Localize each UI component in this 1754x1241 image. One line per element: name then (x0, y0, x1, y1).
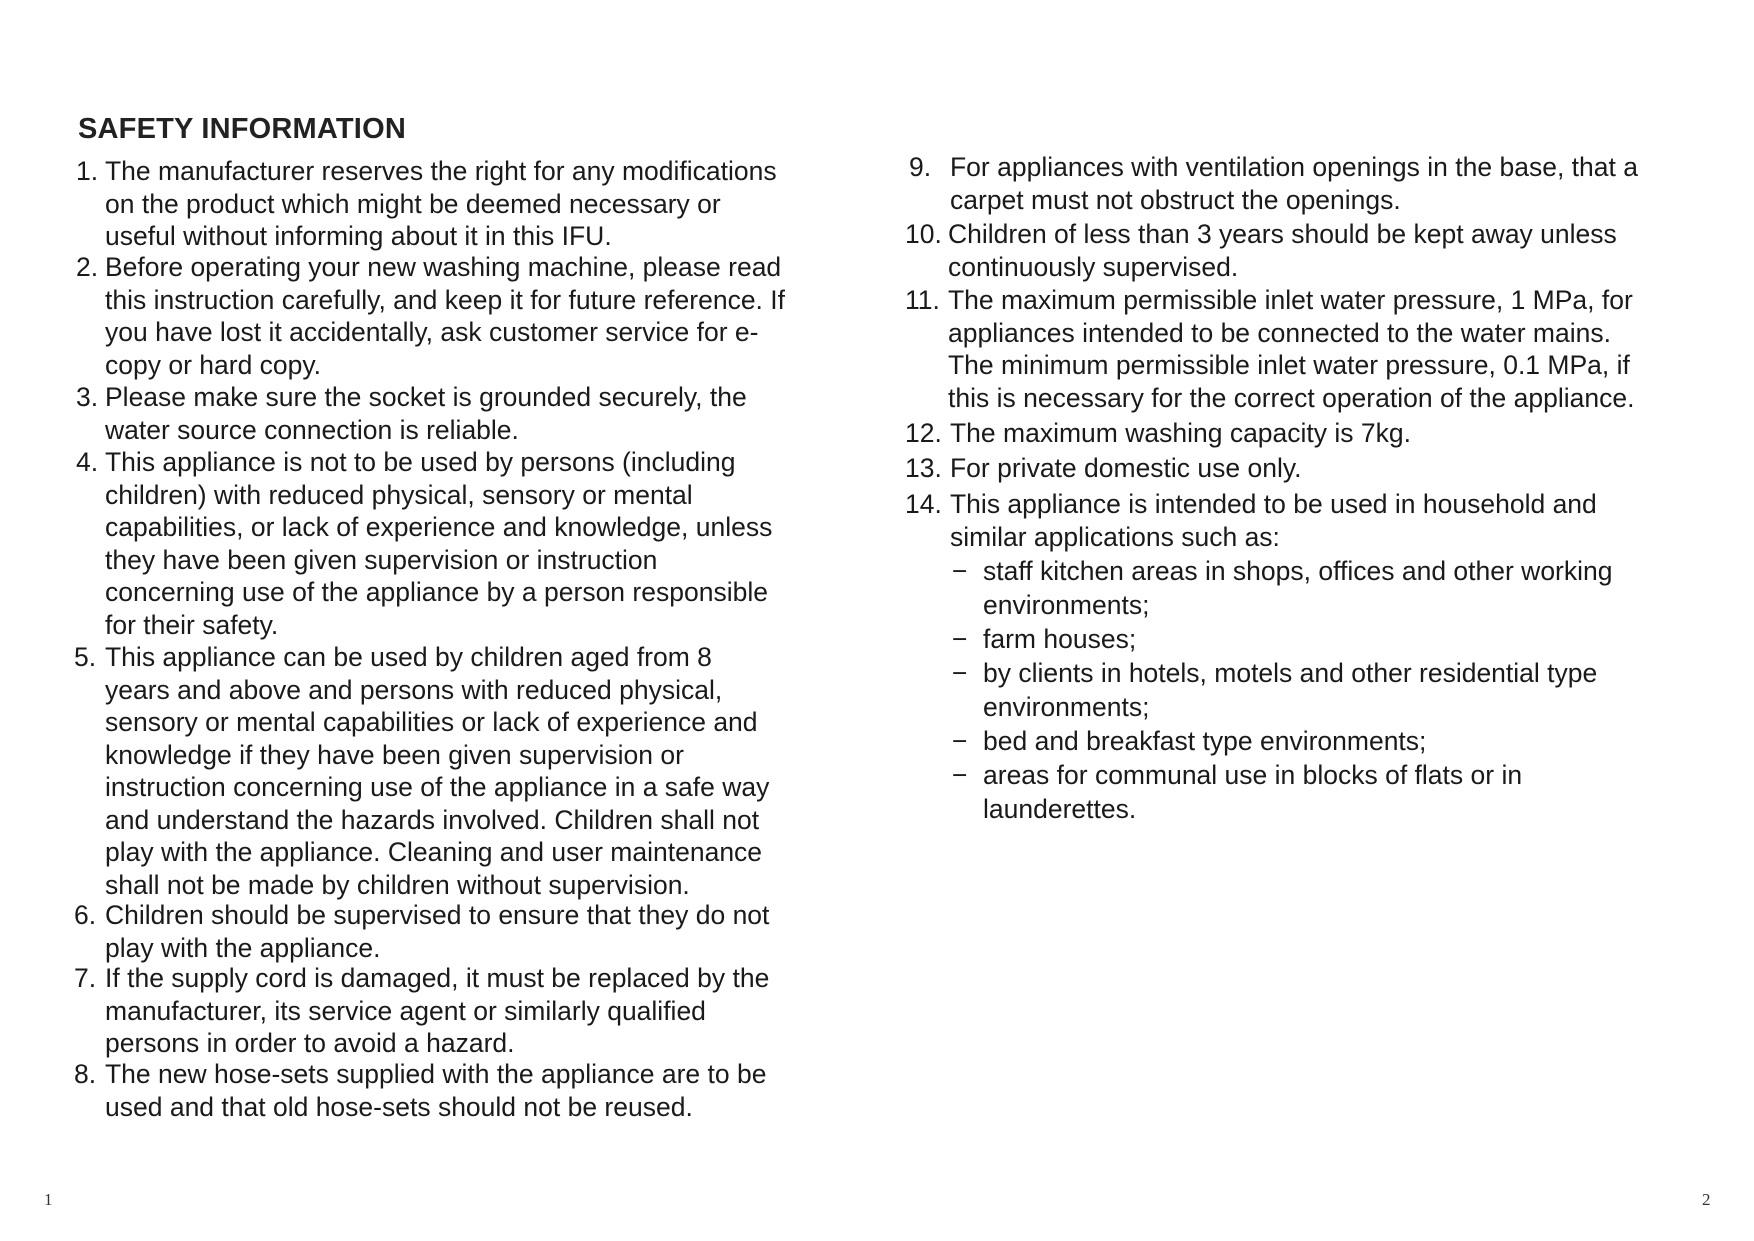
dash-bullet: − (952, 760, 968, 790)
sub-item-text: staff kitchen areas in shops, offices and other working environments; (983, 556, 1613, 620)
sub-item-text: areas for communal use in blocks of flats or in launderettes. (983, 760, 1523, 824)
item-text: For private domestic use only. (950, 453, 1302, 483)
page-number-right: 2 (1702, 1190, 1711, 1209)
item-text: The maximum washing capacity is 7kg. (950, 418, 1411, 448)
sub-item-text: by clients in hotels, motels and other residential type environments; (983, 658, 1598, 722)
item-number: 12. (905, 418, 942, 448)
item-number: 8. (74, 1059, 97, 1089)
item-text: Children of less than 3 years should be kept away unless continuously supervised. (948, 219, 1617, 282)
item-text: Please make sure the socket is grounded securely, the water source connection is reliable. (105, 382, 747, 445)
item-text: Children should be supervised to ensure that they do not play with the appliance. (105, 900, 770, 963)
item-number: 11. (905, 285, 940, 315)
page-number-left: 1 (44, 1190, 53, 1209)
item-text: The maximum permissible inlet water pressure, 1 MPa, for appliances intended to be connected to the water mains. The minimum permissible inlet water pressure, 0.1 MPa, if this is necessary for the correct operation of the appliance. (948, 285, 1635, 413)
item-number: 14. (905, 489, 942, 519)
item-number: 7. (74, 963, 97, 993)
item-number: 3. (76, 382, 99, 412)
item-text: Before operating your new washing machine, please read this instruction carefully, and keep it for future reference. If you have lost it accidentally, ask customer service for e- copy or hard copy. (105, 252, 786, 380)
dash-bullet: − (952, 658, 968, 688)
section-title: SAFETY INFORMATION (78, 113, 406, 145)
item-number: 9. (909, 152, 932, 182)
sub-item-text: bed and breakfast type environments; (983, 726, 1427, 756)
item-text: This appliance is intended to be used in household and similar applications such as: (950, 489, 1597, 552)
item-number: 10. (905, 219, 942, 249)
item-number: 5. (74, 642, 97, 672)
item-number: 1. (76, 156, 99, 186)
item-text: The manufacturer reserves the right for any modifications on the product which might be deemed necessary or useful without informing about it in this IFU. (105, 156, 777, 251)
item-number: 13. (905, 453, 942, 483)
item-number: 6. (74, 900, 97, 930)
item-text: If the supply cord is damaged, it must be replaced by the manufacturer, its service agent or similarly qualified persons in order to avoid a hazard. (105, 963, 770, 1058)
item-text: This appliance can be used by children aged from 8 years and above and persons with reduced physical, sensory or mental capabilities or lack of experience and knowledge if they have been given supervision or instruction concerning use of the appliance in a safe way and understand the hazards involved. Children shall not play with the appliance. Cleaning and user maintenance shall not be made by children without supervision. (105, 642, 770, 900)
item-text: This appliance is not to be used by persons (including children) with reduced physical, sensory or mental capabilities, or lack of experience and knowledge, unless they have been given supervision or instruction concerning use of the appliance by a person responsible for their safety. (105, 447, 773, 640)
dash-bullet: − (952, 624, 968, 654)
item-text: For appliances with ventilation openings in the base, that a carpet must not obstruct the openings. (950, 152, 1638, 215)
item-number: 2. (76, 252, 99, 282)
item-text: The new hose-sets supplied with the appliance are to be used and that old hose-sets should not be reused. (105, 1059, 767, 1122)
dash-bullet: − (952, 556, 968, 586)
sub-item-text: farm houses; (983, 624, 1137, 654)
dash-bullet: − (952, 726, 968, 756)
item-number: 4. (76, 447, 99, 477)
